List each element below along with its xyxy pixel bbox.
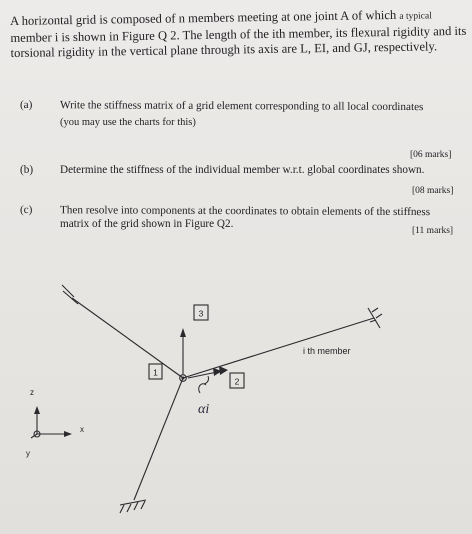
global-axes [31, 406, 72, 438]
support-bottom-icon [120, 500, 146, 513]
question-b-tag: (b) [20, 164, 34, 176]
question-c-line-2: matrix of the grid shown in Figure Q2. [60, 218, 234, 230]
member-upper-left [72, 298, 183, 378]
question-b-marks: [08 marks] [412, 186, 454, 196]
coordinate-1-label: 1 [153, 367, 158, 378]
question-a-tag: (a) [19, 99, 33, 112]
angle-arc [204, 376, 209, 384]
question-a-text: Write the stiffness matrix of a grid element corresponding to all local coordinates [59, 99, 424, 114]
axis-y-label: y [26, 449, 30, 458]
coordinate-3-label: 3 [198, 308, 204, 319]
question-a-line-2: (you may use the charts for this) [60, 117, 196, 128]
question-a-marks: [06 marks] [410, 150, 452, 160]
angle-label: αi [198, 402, 210, 417]
intro-line-2: member i is shown in Figure Q 2. The length of the ith member, its flexural rigidity and its [10, 23, 467, 45]
member-lower [134, 378, 183, 500]
question-c-marks: [11 marks] [412, 226, 454, 236]
question-b-text: Determine the stiffness of the individual member w.r.t. global coordinates shown. [60, 164, 425, 176]
intro-line-1-tail: a typical [399, 11, 432, 22]
axis-x-label: x [80, 425, 84, 434]
axis-z-label: z [30, 388, 34, 397]
member-label: i th member [303, 346, 351, 356]
question-c-text: Then resolve into components at the coordinates to obtain elements of the stiffness [59, 204, 431, 219]
question-c-tag: (c) [19, 204, 33, 217]
intro-line-1: A horizontal grid is composed of n members meeting at one joint A of which a typical [10, 7, 432, 28]
support-upper-right-icon [368, 308, 382, 328]
intro-line-3: torsional rigidity in the vertical plane through its axis are L, EI, and GJ, respectively. [10, 39, 438, 60]
coordinate-2-label: 2 [234, 376, 240, 387]
